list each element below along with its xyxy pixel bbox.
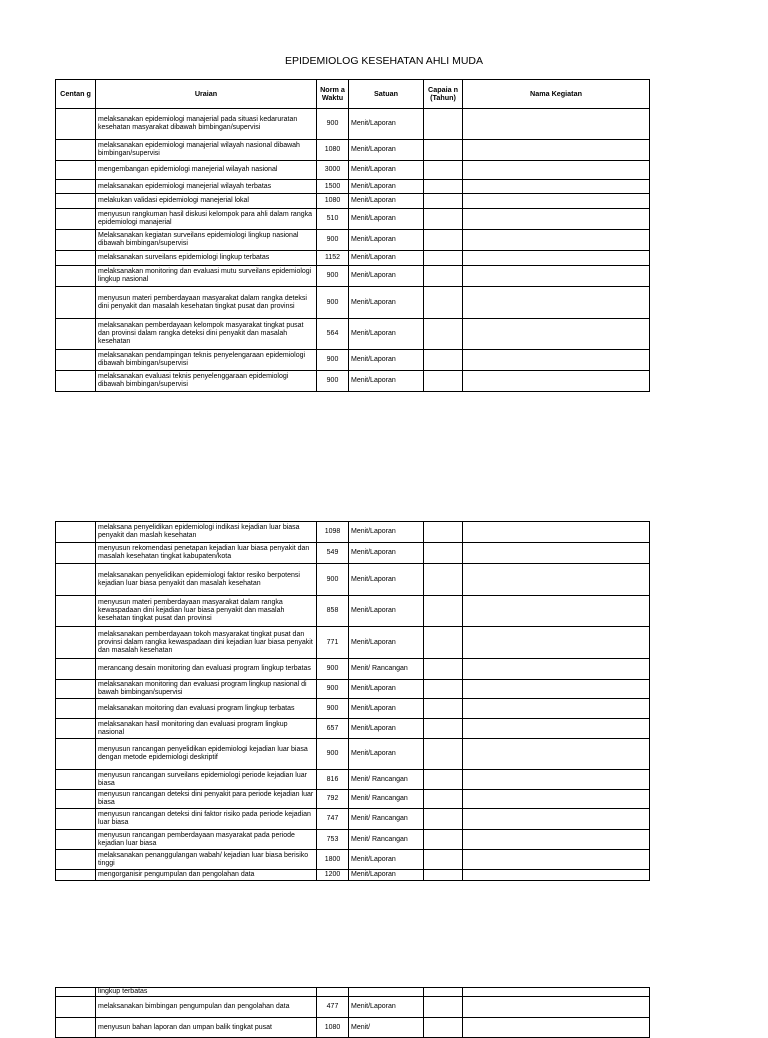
satuan-cell: Menit/Laporan	[349, 209, 424, 230]
nama-kegiatan-cell[interactable]	[463, 719, 650, 739]
centang-cell[interactable]	[56, 350, 96, 371]
nama-kegiatan-cell[interactable]	[463, 140, 650, 161]
capaian-cell[interactable]	[424, 659, 463, 680]
centang-cell[interactable]	[56, 988, 96, 997]
uraian-cell: melaksanakan epidemiologi manajerial wilayah nasional dibawah bimbingan/supervisi	[96, 140, 317, 161]
capaian-cell[interactable]	[424, 1018, 463, 1038]
capaian-cell[interactable]	[424, 719, 463, 739]
satuan-cell: Menit/Laporan	[349, 870, 424, 881]
satuan-cell: Menit/ Rancangan	[349, 830, 424, 850]
satuan-cell: Menit/Laporan	[349, 319, 424, 350]
uraian-cell: mengorganisir pengumpulan dan pengolahan data	[96, 870, 317, 881]
centang-cell[interactable]	[56, 1018, 96, 1038]
uraian-cell: Melaksanakan kegiatan surveilans epidemiologi lingkup nasional dibawah bimbingan/supervisi	[96, 230, 317, 251]
header-nama-kegiatan: Nama Kegiatan	[463, 80, 650, 109]
centang-cell[interactable]	[56, 209, 96, 230]
norma-waktu-cell: 900	[317, 287, 349, 319]
satuan-cell: Menit/Laporan	[349, 371, 424, 392]
capaian-cell[interactable]	[424, 371, 463, 392]
satuan-cell: Menit/Laporan	[349, 596, 424, 627]
capaian-cell[interactable]	[424, 230, 463, 251]
norma-waktu-cell: 1152	[317, 251, 349, 266]
norma-waktu-cell: 900	[317, 350, 349, 371]
capaian-cell[interactable]	[424, 140, 463, 161]
centang-cell[interactable]	[56, 596, 96, 627]
satuan-cell: Menit/Laporan	[349, 680, 424, 699]
norma-waktu-cell: 747	[317, 809, 349, 830]
uraian-cell: melaksanakan surveilans epidemiologi lingkup terbatas	[96, 251, 317, 266]
uraian-cell: menyusun rancangan pemberdayaan masyarakat pada periode kejadian luar biasa	[96, 830, 317, 850]
uraian-cell: melakukan validasi epidemiologi manejerial lokal	[96, 194, 317, 209]
capaian-cell[interactable]	[424, 161, 463, 180]
norma-waktu-cell: 1200	[317, 870, 349, 881]
capaian-cell[interactable]	[424, 850, 463, 870]
capaian-cell[interactable]	[424, 522, 463, 543]
norma-waktu-cell: 900	[317, 659, 349, 680]
uraian-cell: melaksanakan pemberdayaan tokoh masyarakat tingkat pusat dan provinsi dalam rangka kewaspadaan dini kejadian luar biasa penyakit dan masalah kesehatan	[96, 627, 317, 659]
table-row	[56, 371, 650, 392]
table-row	[56, 140, 650, 161]
uraian-cell: merancang desain monitoring dan evaluasi program lingkup terbatas	[96, 659, 317, 680]
table-row	[56, 350, 650, 371]
norma-waktu-cell: 900	[317, 109, 349, 140]
capaian-cell[interactable]	[424, 830, 463, 850]
capaian-cell[interactable]	[424, 809, 463, 830]
table-row	[56, 251, 650, 266]
uraian-cell: menyusun rangkuman hasil diskusi kelompok para ahli dalam rangka epidemiologi manajerial	[96, 209, 317, 230]
centang-cell[interactable]	[56, 194, 96, 209]
centang-cell[interactable]	[56, 790, 96, 809]
norma-waktu-cell: 900	[317, 266, 349, 287]
capaian-cell[interactable]	[424, 997, 463, 1018]
nama-kegiatan-cell[interactable]	[463, 564, 650, 596]
table-row	[56, 790, 650, 809]
satuan-cell: Menit/Laporan	[349, 180, 424, 194]
satuan-cell: Menit/Laporan	[349, 266, 424, 287]
capaian-cell[interactable]	[424, 699, 463, 719]
table-row	[56, 266, 650, 287]
satuan-cell: Menit/Laporan	[349, 287, 424, 319]
centang-cell[interactable]	[56, 870, 96, 881]
uraian-cell: menyusun bahan laporan dan umpan balik tingkat pusat	[96, 1018, 317, 1038]
nama-kegiatan-cell[interactable]	[463, 850, 650, 870]
norma-waktu-cell: 1080	[317, 1018, 349, 1038]
capaian-cell[interactable]	[424, 790, 463, 809]
capaian-cell[interactable]	[424, 287, 463, 319]
header-satuan: Satuan	[349, 80, 424, 109]
table-row	[56, 870, 650, 881]
uraian-cell: melaksanakan penyelidikan epidemiologi faktor resiko berpotensi kejadian luar biasa penyakit dan masalah kesehatan	[96, 564, 317, 596]
nama-kegiatan-cell[interactable]	[463, 543, 650, 564]
norma-waktu-cell: 1800	[317, 850, 349, 870]
nama-kegiatan-cell[interactable]	[463, 1018, 650, 1038]
header-uraian: Uraian	[96, 80, 317, 109]
uraian-cell: menyusun rancangan penyelidikan epidemiologi kejadian luar biasa dengan metode epidemiologi deskriptif	[96, 739, 317, 770]
centang-cell[interactable]	[56, 739, 96, 770]
table-header-row	[56, 80, 650, 109]
nama-kegiatan-cell[interactable]	[463, 230, 650, 251]
centang-cell[interactable]	[56, 830, 96, 850]
centang-cell[interactable]	[56, 371, 96, 392]
uraian-cell: melaksanakan pendampingan teknis penyelengaraan epidemiologi dibawah bimbingan/supervisi	[96, 350, 317, 371]
uraian-cell: melaksanakan penanggulangan wabah/ kejadian luar biasa berisiko tinggi	[96, 850, 317, 870]
satuan-cell: Menit/ Rancangan	[349, 790, 424, 809]
uraian-cell: melaksanakan epidemiologi manejerial wilayah terbatas	[96, 180, 317, 194]
uraian-cell: melaksanakan bimbingan pengumpulan dan pengolahan data	[96, 997, 317, 1018]
table-row	[56, 830, 650, 850]
centang-cell[interactable]	[56, 287, 96, 319]
satuan-cell: Menit/ Rancangan	[349, 809, 424, 830]
nama-kegiatan-cell[interactable]	[463, 161, 650, 180]
norma-waktu-cell: 1080	[317, 140, 349, 161]
uraian-cell: menyusun rancangan deteksi dini penyakit para periode kejadian luar biasa	[96, 790, 317, 809]
norma-waktu-cell: 900	[317, 699, 349, 719]
table-row	[56, 739, 650, 770]
page-title: EPIDEMIOLOG KESEHATAN AHLI MUDA	[285, 55, 483, 67]
satuan-cell: Menit/Laporan	[349, 251, 424, 266]
norma-waktu-cell: 900	[317, 371, 349, 392]
norma-waktu-cell: 657	[317, 719, 349, 739]
nama-kegiatan-cell[interactable]	[463, 870, 650, 881]
nama-kegiatan-cell[interactable]	[463, 809, 650, 830]
nama-kegiatan-cell[interactable]	[463, 997, 650, 1018]
capaian-cell[interactable]	[424, 870, 463, 881]
norma-waktu-cell: 858	[317, 596, 349, 627]
uraian-cell: menyusun rancangan surveilans epidemiologi periode kejadian luar biasa	[96, 770, 317, 790]
satuan-cell: Menit/Laporan	[349, 109, 424, 140]
uraian-cell: menyusun materi pemberdayaan masyarakat dalam rangka kewaspadaan dini kejadian luar biasa penyakit dan masalah kesehatan tingkat pusat dan provinsi	[96, 596, 317, 627]
table-row	[56, 287, 650, 319]
norma-waktu-cell: 900	[317, 739, 349, 770]
centang-cell[interactable]	[56, 266, 96, 287]
table-row	[56, 699, 650, 719]
nama-kegiatan-cell[interactable]	[463, 266, 650, 287]
capaian-cell[interactable]	[424, 543, 463, 564]
uraian-cell: melaksanakan epidemiologi manajerial pada situasi kedaruratan kesehatan masyarakat dibawah bimbingan/supervisi	[96, 109, 317, 140]
satuan-cell: Menit/Laporan	[349, 543, 424, 564]
satuan-cell: Menit/	[349, 1018, 424, 1038]
table-row	[56, 161, 650, 180]
centang-cell[interactable]	[56, 809, 96, 830]
norma-waktu-cell: 1098	[317, 522, 349, 543]
table-row	[56, 680, 650, 699]
satuan-cell: Menit/Laporan	[349, 627, 424, 659]
centang-cell[interactable]	[56, 109, 96, 140]
table-row	[56, 627, 650, 659]
centang-cell[interactable]	[56, 627, 96, 659]
table-row	[56, 997, 650, 1018]
uraian-cell: menyusun rekomendasi penetapan kejadian luar biasa penyakit dan masalah kesehatan tingkat kabupaten/kota	[96, 543, 317, 564]
nama-kegiatan-cell[interactable]	[463, 988, 650, 997]
capaian-cell[interactable]	[424, 627, 463, 659]
norma-waktu-cell	[317, 988, 349, 997]
centang-cell[interactable]	[56, 251, 96, 266]
satuan-cell: Menit/Laporan	[349, 522, 424, 543]
nama-kegiatan-cell[interactable]	[463, 627, 650, 659]
uraian-cell: menyusun rancangan deteksi dini faktor risiko pada periode kejadian luar biasa	[96, 809, 317, 830]
capaian-cell[interactable]	[424, 180, 463, 194]
capaian-cell[interactable]	[424, 194, 463, 209]
nama-kegiatan-cell[interactable]	[463, 699, 650, 719]
satuan-cell: Menit/Laporan	[349, 699, 424, 719]
table-row	[56, 809, 650, 830]
centang-cell[interactable]	[56, 543, 96, 564]
centang-cell[interactable]	[56, 564, 96, 596]
nama-kegiatan-cell[interactable]	[463, 209, 650, 230]
uraian-cell: melaksanakan monitoring dan evaluasi program lingkup nasional di bawah bimbingan/supervisi	[96, 680, 317, 699]
nama-kegiatan-cell[interactable]	[463, 251, 650, 266]
centang-cell[interactable]	[56, 770, 96, 790]
nama-kegiatan-cell[interactable]	[463, 790, 650, 809]
uraian-cell: melaksanakan hasil monitoring dan evaluasi program lingkup nasional	[96, 719, 317, 739]
table-row	[56, 180, 650, 194]
table-row	[56, 319, 650, 350]
capaian-cell[interactable]	[424, 739, 463, 770]
nama-kegiatan-cell[interactable]	[463, 287, 650, 319]
table-row	[56, 770, 650, 790]
nama-kegiatan-cell[interactable]	[463, 770, 650, 790]
centang-cell[interactable]	[56, 719, 96, 739]
header-norma-waktu: Norm a Waktu	[317, 80, 349, 109]
satuan-cell: Menit/Laporan	[349, 719, 424, 739]
satuan-cell	[349, 988, 424, 997]
nama-kegiatan-cell[interactable]	[463, 319, 650, 350]
uraian-cell: menyusun materi pemberdayaan masyarakat dalam rangka deteksi dini penyakit dan masalah kesehatan tingkat pusat dan provinsi	[96, 287, 317, 319]
capaian-cell[interactable]	[424, 350, 463, 371]
table-row	[56, 209, 650, 230]
capaian-cell[interactable]	[424, 680, 463, 699]
nama-kegiatan-cell[interactable]	[463, 739, 650, 770]
table-row	[56, 194, 650, 209]
table-row	[56, 659, 650, 680]
satuan-cell: Menit/Laporan	[349, 350, 424, 371]
nama-kegiatan-cell[interactable]	[463, 680, 650, 699]
centang-cell[interactable]	[56, 140, 96, 161]
norma-waktu-cell: 792	[317, 790, 349, 809]
capaian-cell[interactable]	[424, 988, 463, 997]
satuan-cell: Menit/Laporan	[349, 997, 424, 1018]
norma-waktu-cell: 1500	[317, 180, 349, 194]
header-centang: Centan g	[56, 80, 96, 109]
table-row	[56, 988, 650, 997]
capaian-cell[interactable]	[424, 596, 463, 627]
centang-cell[interactable]	[56, 319, 96, 350]
nama-kegiatan-cell[interactable]	[463, 371, 650, 392]
satuan-cell: Menit/Laporan	[349, 140, 424, 161]
table-row	[56, 719, 650, 739]
norma-waktu-cell: 3000	[317, 161, 349, 180]
norma-waktu-cell: 477	[317, 997, 349, 1018]
nama-kegiatan-cell[interactable]	[463, 109, 650, 140]
norma-waktu-cell: 900	[317, 680, 349, 699]
norma-waktu-cell: 900	[317, 230, 349, 251]
activity-table-1	[55, 79, 650, 392]
capaian-cell[interactable]	[424, 251, 463, 266]
satuan-cell: Menit/Laporan	[349, 161, 424, 180]
uraian-cell: melaksanakan monitoring dan evaluasi mutu surveilans epidemiologi lingkup nasional	[96, 266, 317, 287]
norma-waktu-cell: 816	[317, 770, 349, 790]
centang-cell[interactable]	[56, 522, 96, 543]
satuan-cell: Menit/Laporan	[349, 194, 424, 209]
nama-kegiatan-cell[interactable]	[463, 522, 650, 543]
uraian-cell: melaksana penyelidikan epidemiologi indikasi kejadian luar biasa penyakit dan maslah kesehatan	[96, 522, 317, 543]
norma-waktu-cell: 1080	[317, 194, 349, 209]
uraian-cell: melaksanakan pemberdayaan kelompok masyarakat tingkat pusat dan provinsi dalam rangka deteksi dini penyakit dan masalah kesehatan	[96, 319, 317, 350]
satuan-cell: Menit/Laporan	[349, 850, 424, 870]
capaian-cell[interactable]	[424, 770, 463, 790]
norma-waktu-cell: 549	[317, 543, 349, 564]
activity-table-2	[55, 521, 650, 881]
uraian-cell: lingkup terbatas	[96, 988, 317, 997]
norma-waktu-cell: 753	[317, 830, 349, 850]
centang-cell[interactable]	[56, 230, 96, 251]
satuan-cell: Menit/Laporan	[349, 739, 424, 770]
centang-cell[interactable]	[56, 850, 96, 870]
nama-kegiatan-cell[interactable]	[463, 180, 650, 194]
centang-cell[interactable]	[56, 680, 96, 699]
norma-waktu-cell: 564	[317, 319, 349, 350]
nama-kegiatan-cell[interactable]	[463, 659, 650, 680]
norma-waktu-cell: 510	[317, 209, 349, 230]
centang-cell[interactable]	[56, 997, 96, 1018]
table-row	[56, 109, 650, 140]
norma-waktu-cell: 900	[317, 564, 349, 596]
nama-kegiatan-cell[interactable]	[463, 194, 650, 209]
table-row	[56, 522, 650, 543]
capaian-cell[interactable]	[424, 209, 463, 230]
table-row	[56, 850, 650, 870]
header-capaian: Capaia n (Tahun)	[424, 80, 463, 109]
centang-cell[interactable]	[56, 659, 96, 680]
table-row	[56, 543, 650, 564]
centang-cell[interactable]	[56, 161, 96, 180]
centang-cell[interactable]	[56, 699, 96, 719]
activity-table-3	[55, 987, 650, 1038]
satuan-cell: Menit/ Rancangan	[349, 659, 424, 680]
capaian-cell[interactable]	[424, 319, 463, 350]
uraian-cell: melaksanakan moitoring dan evaluasi program lingkup terbatas	[96, 699, 317, 719]
norma-waktu-cell: 771	[317, 627, 349, 659]
nama-kegiatan-cell[interactable]	[463, 350, 650, 371]
satuan-cell: Menit/Laporan	[349, 564, 424, 596]
table-row	[56, 564, 650, 596]
capaian-cell[interactable]	[424, 266, 463, 287]
nama-kegiatan-cell[interactable]	[463, 596, 650, 627]
capaian-cell[interactable]	[424, 564, 463, 596]
uraian-cell: mengembangan epidemiologi manejerial wilayah nasional	[96, 161, 317, 180]
table-row	[56, 1018, 650, 1038]
table-row	[56, 230, 650, 251]
uraian-cell: melaksanakan evaluasi teknis penyelenggaraan epidemiologi dibawah bimbingan/supervisi	[96, 371, 317, 392]
satuan-cell: Menit/Laporan	[349, 230, 424, 251]
satuan-cell: Menit/ Rancangan	[349, 770, 424, 790]
centang-cell[interactable]	[56, 180, 96, 194]
capaian-cell[interactable]	[424, 109, 463, 140]
table-row	[56, 596, 650, 627]
nama-kegiatan-cell[interactable]	[463, 830, 650, 850]
